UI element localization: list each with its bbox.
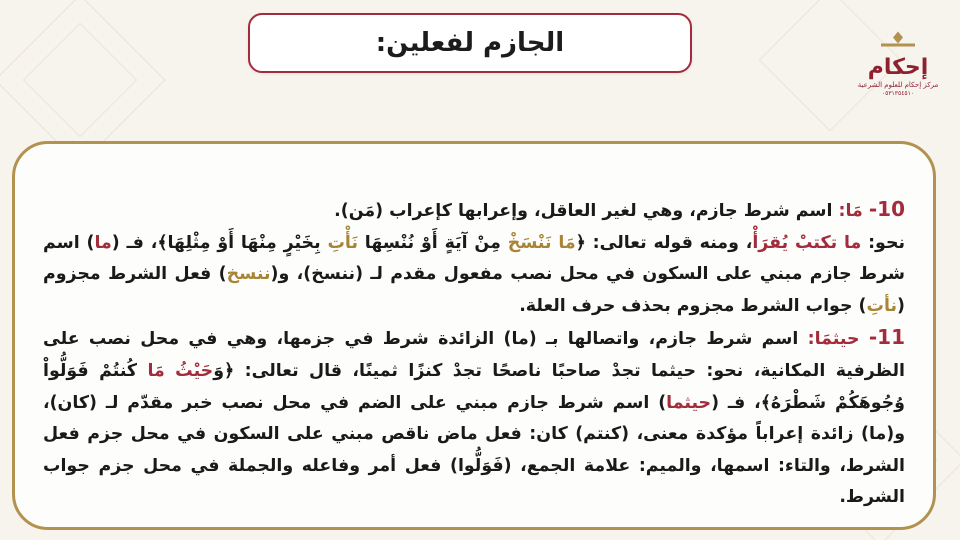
- example-label: نحو:: [861, 232, 906, 253]
- word-haythuma: حيثما: [666, 392, 712, 413]
- quran-highlight: مَا نَنْسَخْ: [507, 232, 576, 253]
- explanation: ) اسم شرط جازم مبني على السكون في محل نصب مفعول مقدم لـ (ننسخ)، و(: [43, 232, 905, 285]
- quran-text: مِنْ آيَةٍ أَوْ نُنْسِهَا: [357, 232, 508, 253]
- logo-subtitle: مركز إحكام للعلوم الشرعية: [857, 81, 939, 89]
- logo-number: ٠٥٣١٣٥٤٥١٠: [881, 90, 915, 97]
- title-box: [248, 13, 692, 73]
- section-11: [43, 322, 905, 514]
- section-number: 10-: [868, 197, 905, 221]
- definition: اسم شرط جازم، وهي لغير العاقل، وإعرابها كإعراب (مَن).: [334, 201, 839, 221]
- term-haythuma: حيثمَا:: [807, 329, 860, 350]
- quran-highlight: نَأْتِ: [327, 232, 358, 253]
- definition: اسم شرط جازم، واتصالها بـ (ما) الزائدة شرط في جزمها، وهي في محل نصب على الظرفية المكانية، نحو: حيثما تجدْ صاحبًا ناصحًا تجدْ كنزًا ثمينًا، قال تعالى: ﴿وَ: [43, 329, 905, 381]
- page-title: الجازم لفعلين:: [375, 28, 565, 58]
- quran-text: بِخَيْرٍ مِنْهَا أَوْ مِثْلِهَا﴾، فـ (: [111, 232, 328, 253]
- content-box: [12, 141, 936, 530]
- logo-name: إحكام: [867, 55, 929, 80]
- section-10: [43, 194, 905, 322]
- explanation: ) اسم شرط جازم مبني على الضم في محل نصب خبر مقدّم لـ (كان)، و(ما) زائدة إعراباً مؤكدة معنى، (كنتم) كان: فعل ماض ناقص مبني على السكون في محل جزم فعل الشرط، والتاء: اسمها، والميم: علامة الجمع، (فَوَلُّوا) فعل أمر وفاعله والجملة في محل جزم جواب الشرط.: [43, 392, 905, 508]
- example-tail: ، ومنه قوله تعالى: ﴿: [575, 232, 753, 253]
- quran-highlight: حَيْثُ مَا: [147, 360, 214, 381]
- word-nati: نأتِ: [866, 295, 898, 316]
- word-nansakh: ننسخ: [226, 264, 271, 285]
- explanation: ) جواب الشرط مجزوم بحذف حرف العلة.: [519, 295, 867, 316]
- explanation: ) فعل الشرط مجزوم (: [43, 264, 905, 316]
- section-number: 11-: [868, 325, 905, 350]
- term-ma: مَا:: [838, 201, 863, 221]
- logo-mark-icon: [863, 28, 933, 55]
- quran-text: كُنتُمْ فَوَلُّواْ وُجُوهَكُمْ شَطْرَهُ﴾، فـ (: [43, 360, 905, 413]
- example-text: ما تكتبْ يُقرَأْ: [752, 232, 862, 253]
- logo: [857, 28, 939, 98]
- word-ma: ما: [94, 232, 112, 253]
